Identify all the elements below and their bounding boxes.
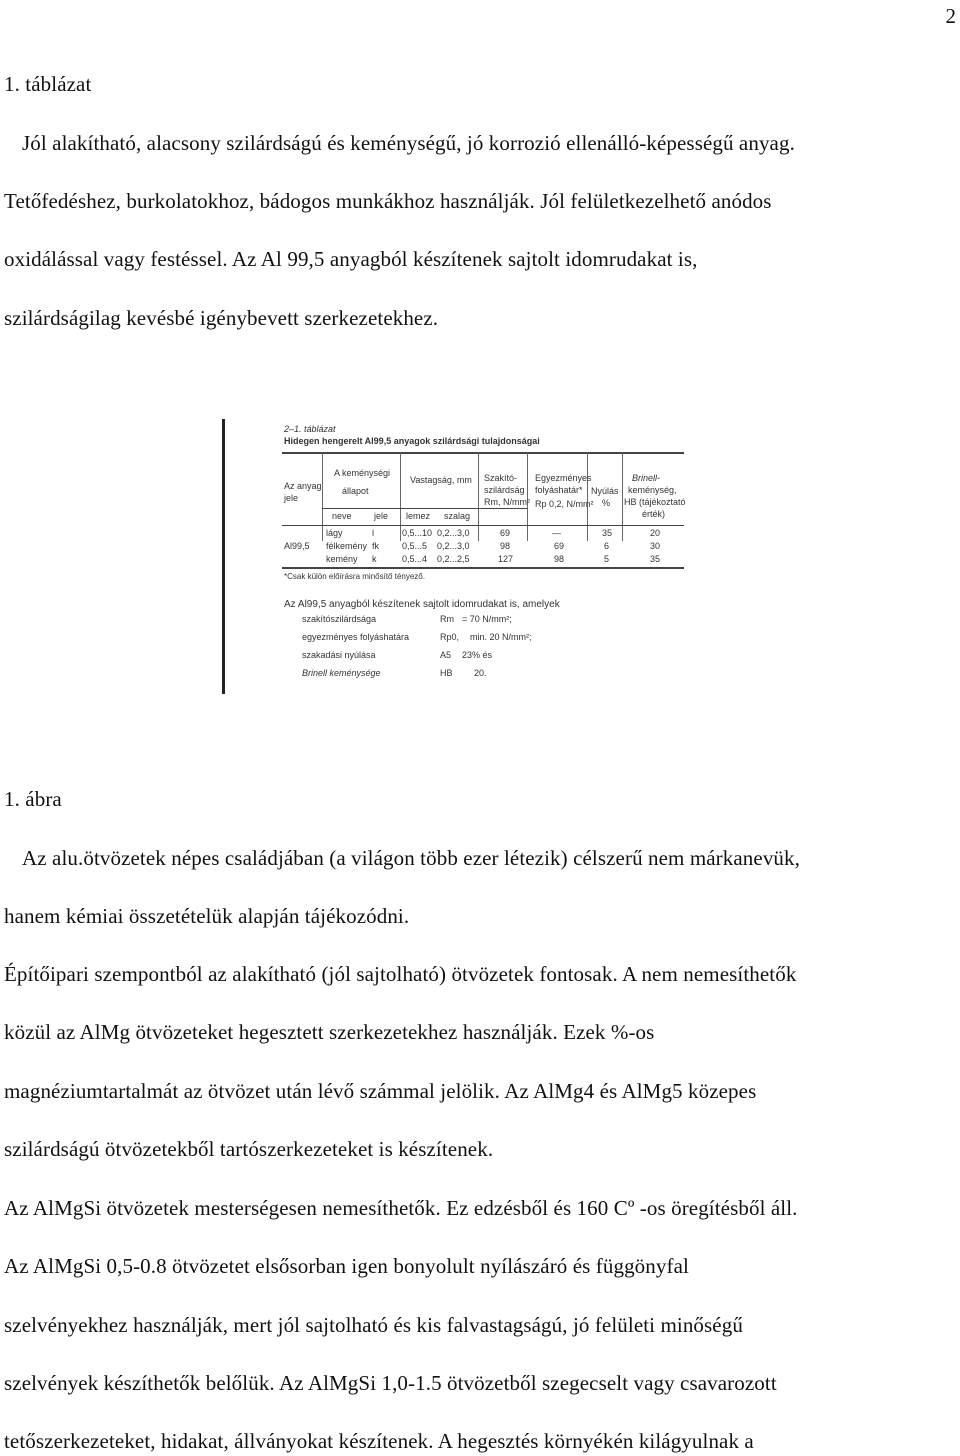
header-brinell-3: HB (tájékoztató	[624, 497, 686, 507]
table-cell: 98	[500, 541, 511, 551]
table-material-cell: Al99,5	[284, 541, 310, 551]
paragraph-line: Az AlMgSi 0,5-0.8 ötvözetet elsősorban igen bonyolult nyílászáró és függönyfal	[4, 1254, 689, 1278]
extra-label: szakadási nyúlása	[302, 650, 376, 660]
extra-symbol: Rp0,	[440, 632, 460, 642]
paragraph-line: szilárdságilag kevésbé igénybevett szerkezetekhez.	[4, 306, 439, 330]
table-rule	[282, 452, 684, 454]
figure-table-title: Hidegen hengerelt Al99,5 anyagok szilárdsági tulajdonságai	[284, 436, 540, 446]
paragraph-line: magnéziumtartalmát az ötvözet után lévő számmal jelölik. Az AlMg4 és AlMg5 közepes	[4, 1079, 757, 1103]
table-cell: 0,5...10	[402, 528, 433, 538]
figure-left-border	[222, 419, 225, 694]
table-cell: 0,2...3,0	[437, 528, 470, 538]
page-number: 2	[945, 4, 956, 28]
extra-symbol: Rm	[440, 614, 454, 624]
subheader-sign: jele	[374, 511, 389, 521]
paragraph-line: Jól alakítható, alacsony szilárdságú és keménységű, jó korrozió ellenálló-képességű anyag.	[22, 131, 795, 155]
paragraph-line: Építőipari szempontból az alakítható (jól sajtolható) ötvözetek fontosak. A nem nemesíthetők	[4, 962, 797, 986]
table-cell: 69	[554, 541, 565, 551]
paragraph-line: szelvényekhez használják, mert jól sajtolható és kis falvastagságú, jó felületi minőségű	[4, 1313, 743, 1337]
table-rule	[322, 508, 527, 509]
table-cell: 5	[604, 554, 610, 564]
header-material-2: jele	[284, 493, 299, 503]
table-col-rule	[400, 453, 401, 541]
extra-value: 20.	[474, 668, 487, 678]
table-cell: 98	[554, 554, 565, 564]
table-cell: 69	[500, 528, 511, 538]
table-rule	[282, 525, 684, 526]
paragraph-line: közül az AlMg ötvözeteket hegesztett szerkezetekhez használják. Ezek %-os	[4, 1020, 655, 1044]
table-col-rule	[587, 453, 588, 541]
header-tensile-2: szilárdság	[484, 485, 525, 495]
table-cell: 0,2...2,5	[437, 554, 470, 564]
header-thickness: Vastagság, mm	[410, 475, 472, 485]
subheader-plate: lemez	[406, 511, 431, 521]
table-cell: k	[372, 554, 377, 564]
table-cell: —	[552, 528, 561, 538]
table-cell: 0,5...5	[402, 541, 428, 551]
table-cell: 0,2...3,0	[437, 541, 470, 551]
table-col-rule	[478, 453, 479, 541]
header-material-1: Az anyag	[284, 481, 322, 491]
paragraph-line: szelvények készíthetők belőlük. Az AlMgSi 1,0-1.5 ötvözetből szegecselt vagy csavarozott	[4, 1371, 777, 1395]
table-cell: 35	[602, 528, 613, 538]
table-cell: félkemény	[326, 541, 368, 551]
paragraph-line: szilárdságú ötvözetekből tartószerkezeteket is készítenek.	[4, 1137, 494, 1161]
header-elongation-1: Nyúlás	[591, 486, 619, 496]
header-brinell-2: keménység,	[628, 485, 677, 495]
extra-symbol: HB	[440, 668, 453, 678]
paragraph-line: Az alu.ötvözetek népes családjában (a világon több ezer létezik) célszerű nem márkanevük,	[22, 846, 800, 870]
subheader-strip: szalag	[444, 511, 471, 521]
table-cell: lágy	[326, 528, 343, 538]
header-tensile-3: Rm, N/mm²	[484, 497, 530, 507]
header-brinell-4: érték)	[642, 509, 666, 519]
figure-table-number: 2–1. táblázat	[284, 424, 336, 434]
extra-symbol: A5	[440, 650, 452, 660]
table-cell: 35	[650, 554, 661, 564]
table-caption: 1. táblázat	[4, 72, 92, 96]
extra-label: szakítószilárdsága	[302, 614, 377, 624]
header-tensile-1: Szakító-	[484, 473, 518, 483]
header-yield-2: folyáshatár*	[535, 485, 583, 495]
paragraph-line: tetőszerkezeteket, hidakat, állványokat készítenek. A hegesztés környékén kilágyulnak a	[4, 1429, 754, 1453]
table-cell: 6	[604, 541, 610, 551]
table-cell: fk	[372, 541, 380, 551]
table-cell: 30	[650, 541, 661, 551]
header-hardness-1: A keménységi	[334, 468, 391, 478]
figure-extra-intro: Az Al99,5 anyagból készítenek sajtolt idomrudakat is, amelyek	[284, 599, 560, 610]
table-col-rule	[322, 453, 323, 541]
header-yield-3: Rp 0,2, N/mm²	[535, 499, 594, 509]
scanned-table-figure	[222, 415, 698, 700]
extra-value: 23% és	[462, 650, 493, 660]
header-elongation-2: %	[602, 498, 611, 508]
table-cell: kemény	[326, 554, 358, 564]
table-cell: 20	[650, 528, 661, 538]
extra-value: = 70 N/mm²;	[462, 614, 512, 624]
table-cell: 0,5...4	[402, 554, 428, 564]
paragraph-line: Az AlMgSi ötvözetek mesterségesen nemesíthetők. Ez edzésből és 160 Cº -os öregítésből áll.	[4, 1196, 798, 1220]
header-brinell-1: Brinell-	[632, 473, 661, 483]
header-hardness-2: állapot	[342, 486, 369, 496]
extra-label: Brinell keménysége	[302, 668, 381, 678]
paragraph-line: oxidálással vagy festéssel. Az Al 99,5 anyagból készítenek sajtolt idomrudakat is,	[4, 247, 698, 271]
extra-label: egyezményes folyáshatára	[302, 632, 410, 642]
paragraph-line: Tetőfedéshez, burkolatokhoz, bádogos munkákhoz használják. Jól felületkezelhető anódos	[4, 189, 772, 213]
table-col-rule	[622, 453, 623, 541]
figure-caption: 1. ábra	[4, 787, 62, 811]
table-cell: 127	[498, 554, 514, 564]
header-yield-1: Egyezményes	[535, 473, 592, 483]
table-rule	[282, 567, 684, 569]
table-footnote: *Csak külön előírásra minősítő tényező.	[284, 572, 425, 581]
table-cell: l	[372, 528, 374, 538]
subheader-name: neve	[332, 511, 352, 521]
paragraph-line: hanem kémiai összetételük alapján tájékozódni.	[4, 904, 410, 928]
extra-value: min. 20 N/mm²;	[470, 632, 532, 642]
